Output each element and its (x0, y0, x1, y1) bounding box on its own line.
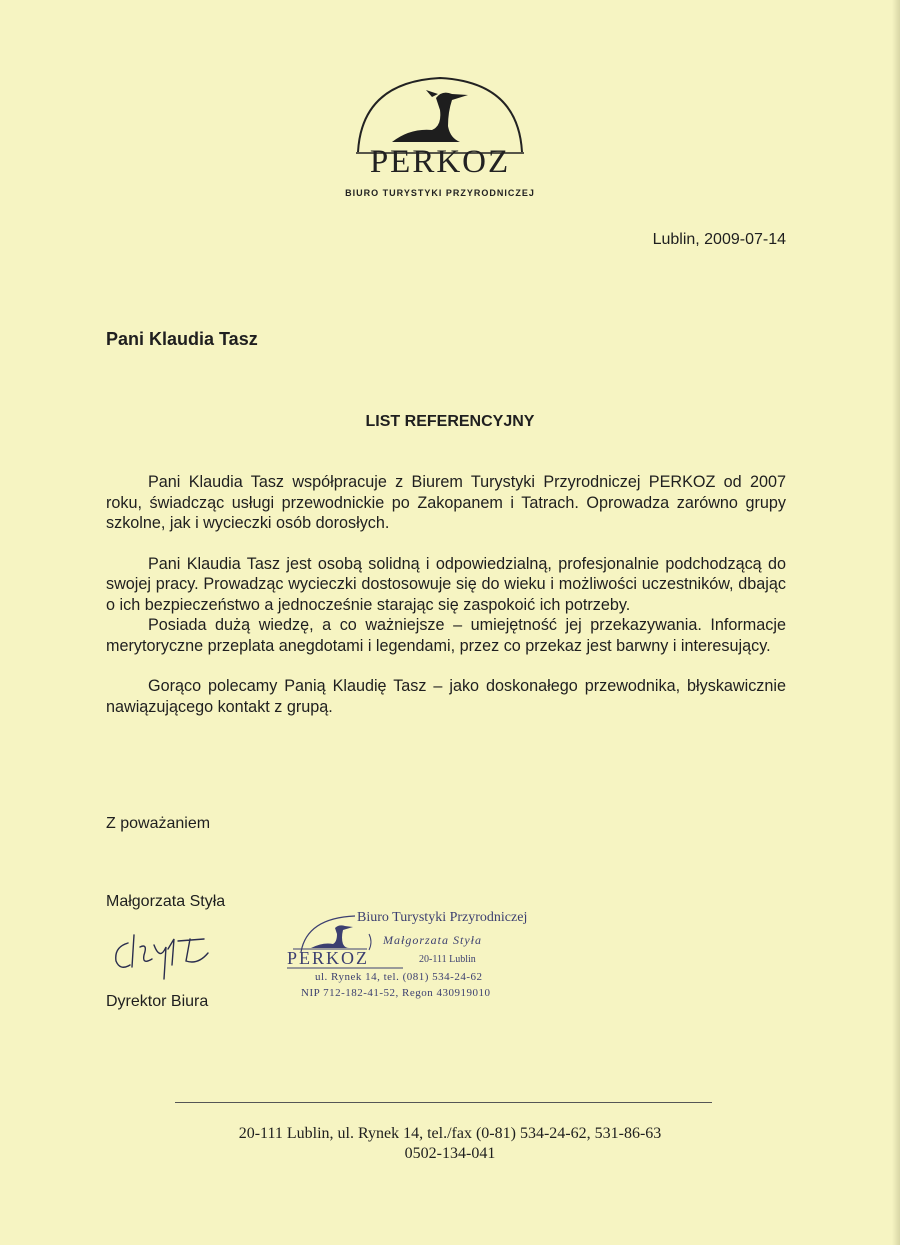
footer-address: 20-111 Lublin, ul. Rynek 14, tel./fax (0-81) 534-24-62, 531-86-63 (238, 1125, 662, 1142)
signer-position: Dyrektor Biura (106, 993, 209, 1010)
stamp-line: NIP 712-182-41-52, Regon 430919010 (301, 987, 491, 999)
stamp-line: Biuro Turystyki Przyrodniczej (357, 910, 528, 925)
company-subtitle: BIURO TURYSTYKI PRZYRODNICZEJ (345, 188, 535, 198)
company-stamp (283, 908, 543, 1008)
addressee: Pani Klaudia Tasz (106, 329, 258, 349)
stamp-brand: PERKOZ (287, 948, 370, 968)
stamp-line: Małgorzata Styła (383, 933, 482, 947)
signer-name: Małgorzata Styła (106, 893, 226, 910)
letter-date: Lublin, 2009-07-14 (652, 231, 786, 248)
stamp-line: 20-111 Lublin (419, 954, 476, 965)
closing: Z poważaniem (106, 815, 211, 832)
company-name: PERKOZ (369, 144, 511, 180)
paper-edge (892, 0, 900, 1245)
paragraph: Gorąco polecamy Panią Klaudię Tasz – jako doskonałego przewodnika, błyskawicznie nawiązującego kontakt z grupą. (106, 677, 786, 716)
paragraph: Posiada dużą wiedzę, a co ważniejsze – umiejętność jej przekazywania. Informacje merytoryczne przeplata anegdotami i legendami, przez co przekaz jest barwny i interesujący. (106, 616, 786, 655)
document-title: LIST REFERENCYJNY (365, 413, 535, 430)
letter-body (106, 472, 786, 717)
stamp-line: ul. Rynek 14, tel. (081) 534-24-62 (315, 971, 483, 983)
letterhead-logo (320, 70, 560, 210)
handwritten-signature (108, 925, 228, 985)
footer-divider (175, 1102, 712, 1103)
paragraph: Pani Klaudia Tasz współpracuje z Biurem Turystyki Przyrodniczej PERKOZ od 2007 roku, świadcząc usługi przewodnickie po Zakopanem i Tatrach. Oprowadza zarówno grupy szkolne, jak i wycieczki osób dorosłych. (106, 473, 786, 532)
paragraph: Pani Klaudia Tasz jest osobą solidną i odpowiedzialną, profesjonalnie podchodzącą do swojej pracy. Prowadząc wycieczki dostosowuje się do wieku i możliwości uczestników, dbając o ich bezpieczeństwo a jednocześnie starając się zaspokoić ich potrzeby. (106, 554, 786, 614)
footer-phone: 0502-134-041 (404, 1145, 496, 1162)
